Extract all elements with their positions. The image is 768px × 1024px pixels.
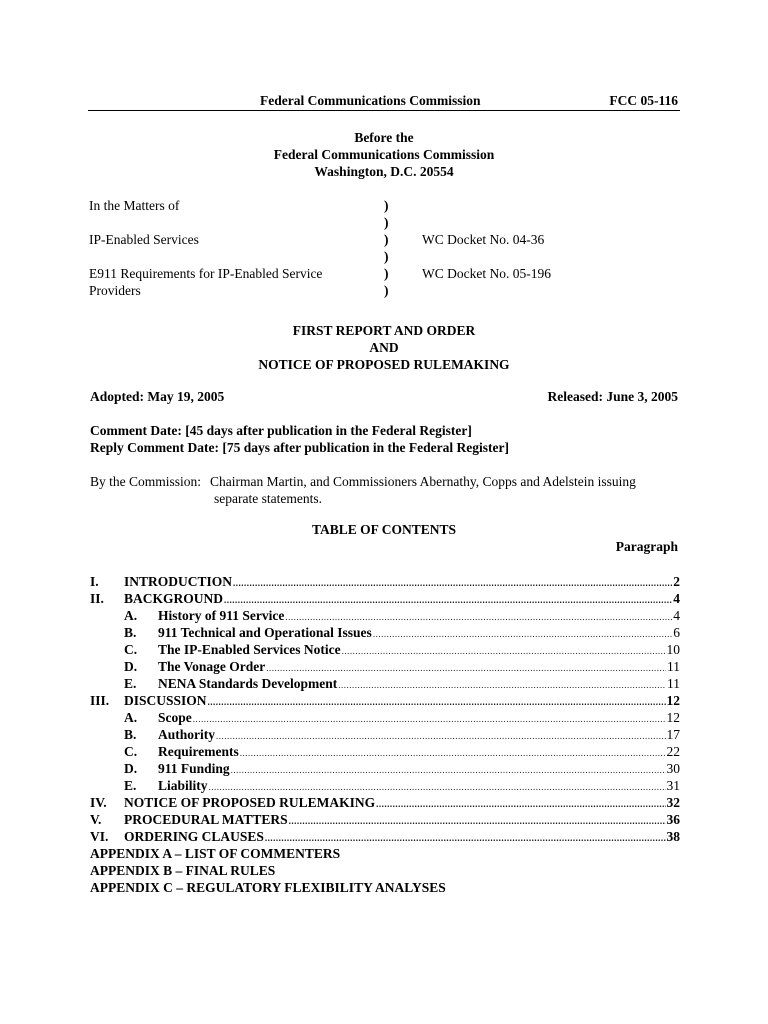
toc-label: Liability <box>158 778 208 793</box>
running-header <box>88 93 680 111</box>
toc-label: History of 911 Service <box>158 608 285 623</box>
toc-entry[interactable] <box>90 692 680 709</box>
toc-page: 2 <box>673 574 680 589</box>
caption-parens <box>384 197 389 299</box>
toc-label: DISCUSSION <box>124 693 207 708</box>
toc-num: D. <box>124 761 138 776</box>
matter-ip-enabled: IP-Enabled Services <box>89 232 199 247</box>
toc-page: 6 <box>673 625 680 640</box>
paren: ) <box>384 198 389 213</box>
toc-entry[interactable] <box>90 573 680 590</box>
toc-label: 911 Funding <box>158 761 230 776</box>
matter-e911-line1: E911 Requirements for IP-Enabled Service <box>89 266 323 281</box>
reply-comment-date: Reply Comment Date: [75 days after publication in the Federal Register] <box>90 440 509 455</box>
matters-intro: In the Matters of <box>89 198 180 213</box>
toc-num: A. <box>124 710 138 725</box>
before-line-2: Federal Communications Commission <box>273 147 495 162</box>
toc-page: 10 <box>666 642 680 657</box>
toc-page: 38 <box>666 829 680 844</box>
toc-num: D. <box>124 659 138 674</box>
header-agency: Federal Communications Commission <box>260 93 481 108</box>
by-commission-lead: By the Commission: <box>90 474 202 489</box>
toc-page: 30 <box>666 761 680 776</box>
by-commission-text-1: Chairman Martin, and Commissioners Abernathy, Copps and Adelstein issuing <box>210 474 636 489</box>
toc-label: ORDERING CLAUSES <box>124 829 264 844</box>
toc-label: BACKGROUND <box>124 591 224 606</box>
toc-page: 4 <box>673 591 680 606</box>
toc-num: E. <box>124 778 137 793</box>
toc-num: C. <box>124 744 138 759</box>
comment-dates <box>90 422 678 456</box>
toc-page: 32 <box>666 795 680 810</box>
toc-page: 31 <box>666 778 680 793</box>
header-doc-number: FCC 05-116 <box>609 93 678 108</box>
toc-num: I. <box>90 574 99 589</box>
appendix-label: APPENDIX C – REGULATORY FLEXIBILITY ANALYSES <box>90 880 446 895</box>
toc-num: E. <box>124 676 137 691</box>
toc-entry[interactable] <box>90 658 680 675</box>
before-line-3: Washington, D.C. 20554 <box>314 164 454 179</box>
toc-entry[interactable] <box>90 607 680 624</box>
toc-entry[interactable] <box>90 675 680 692</box>
toc-label: 911 Technical and Operational Issues <box>158 625 372 640</box>
document-title <box>88 322 680 373</box>
toc-entry[interactable] <box>90 760 680 777</box>
toc-label: Scope <box>158 710 192 725</box>
toc-entry[interactable] <box>90 709 680 726</box>
toc-page: 22 <box>666 744 680 759</box>
before-block <box>88 129 680 180</box>
paren: ) <box>384 249 389 264</box>
toc-page: 4 <box>673 608 680 623</box>
toc-num: IV. <box>90 795 107 810</box>
caption-dockets <box>422 197 551 282</box>
toc-num: V. <box>90 812 102 827</box>
adopted-date: Adopted: May 19, 2005 <box>90 389 225 404</box>
docket-04-36: WC Docket No. 04-36 <box>422 232 545 247</box>
toc-label: Requirements <box>158 744 239 759</box>
caption-matters <box>89 197 349 299</box>
before-line-1: Before the <box>354 130 414 145</box>
toc-page: 12 <box>666 693 680 708</box>
toc-page: 17 <box>666 727 680 742</box>
title-line-2: AND <box>369 340 399 355</box>
toc-page: 11 <box>667 676 680 691</box>
paren: ) <box>384 266 389 281</box>
appendix-label: APPENDIX B – FINAL RULES <box>90 863 276 878</box>
toc-num: C. <box>124 642 138 657</box>
title-line-1: FIRST REPORT AND ORDER <box>292 323 476 338</box>
appendix-label: APPENDIX A – LIST OF COMMENTERS <box>90 846 341 861</box>
toc-label: PROCEDURAL MATTERS <box>124 812 288 827</box>
paren: ) <box>384 215 389 230</box>
released-date: Released: June 3, 2005 <box>547 389 678 404</box>
toc-entry[interactable] <box>90 624 680 641</box>
docket-05-196: WC Docket No. 05-196 <box>422 266 551 281</box>
toc-page: 11 <box>667 659 680 674</box>
toc-label: Authority <box>158 727 215 742</box>
toc-num: VI. <box>90 829 109 844</box>
toc-entry[interactable] <box>90 590 680 607</box>
title-line-3: NOTICE OF PROPOSED RULEMAKING <box>258 357 510 372</box>
toc-label: NENA Standards Development <box>158 676 338 691</box>
paren: ) <box>384 283 389 298</box>
toc-title: TABLE OF CONTENTS <box>311 522 457 537</box>
toc-appendix[interactable] <box>90 879 680 896</box>
toc-appendix[interactable] <box>90 862 680 879</box>
toc-entry[interactable] <box>90 641 680 658</box>
paren: ) <box>384 232 389 247</box>
toc-label: INTRODUCTION <box>124 574 233 589</box>
toc-column-header: Paragraph <box>615 539 678 554</box>
table-of-contents <box>90 573 680 896</box>
toc-label: NOTICE OF PROPOSED RULEMAKING <box>124 795 376 810</box>
toc-page: 12 <box>666 710 680 725</box>
by-commission-text-2: separate statements. <box>214 491 322 506</box>
toc-label: The IP-Enabled Services Notice <box>158 642 341 657</box>
toc-appendix[interactable] <box>90 845 680 862</box>
comment-date: Comment Date: [45 days after publication in the Federal Register] <box>90 423 472 438</box>
toc-label: The Vonage Order <box>158 659 266 674</box>
toc-num: B. <box>124 727 137 742</box>
toc-entry[interactable] <box>90 811 680 828</box>
matter-e911-line2: Providers <box>89 283 141 298</box>
toc-page: 36 <box>666 812 680 827</box>
toc-entry[interactable] <box>90 743 680 760</box>
toc-num: A. <box>124 608 138 623</box>
toc-entry[interactable] <box>90 777 680 794</box>
toc-entry[interactable] <box>90 828 680 845</box>
toc-entry[interactable] <box>90 726 680 743</box>
toc-num: II. <box>90 591 104 606</box>
toc-num: III. <box>90 693 110 708</box>
toc-num: B. <box>124 625 137 640</box>
toc-entry[interactable] <box>90 794 680 811</box>
